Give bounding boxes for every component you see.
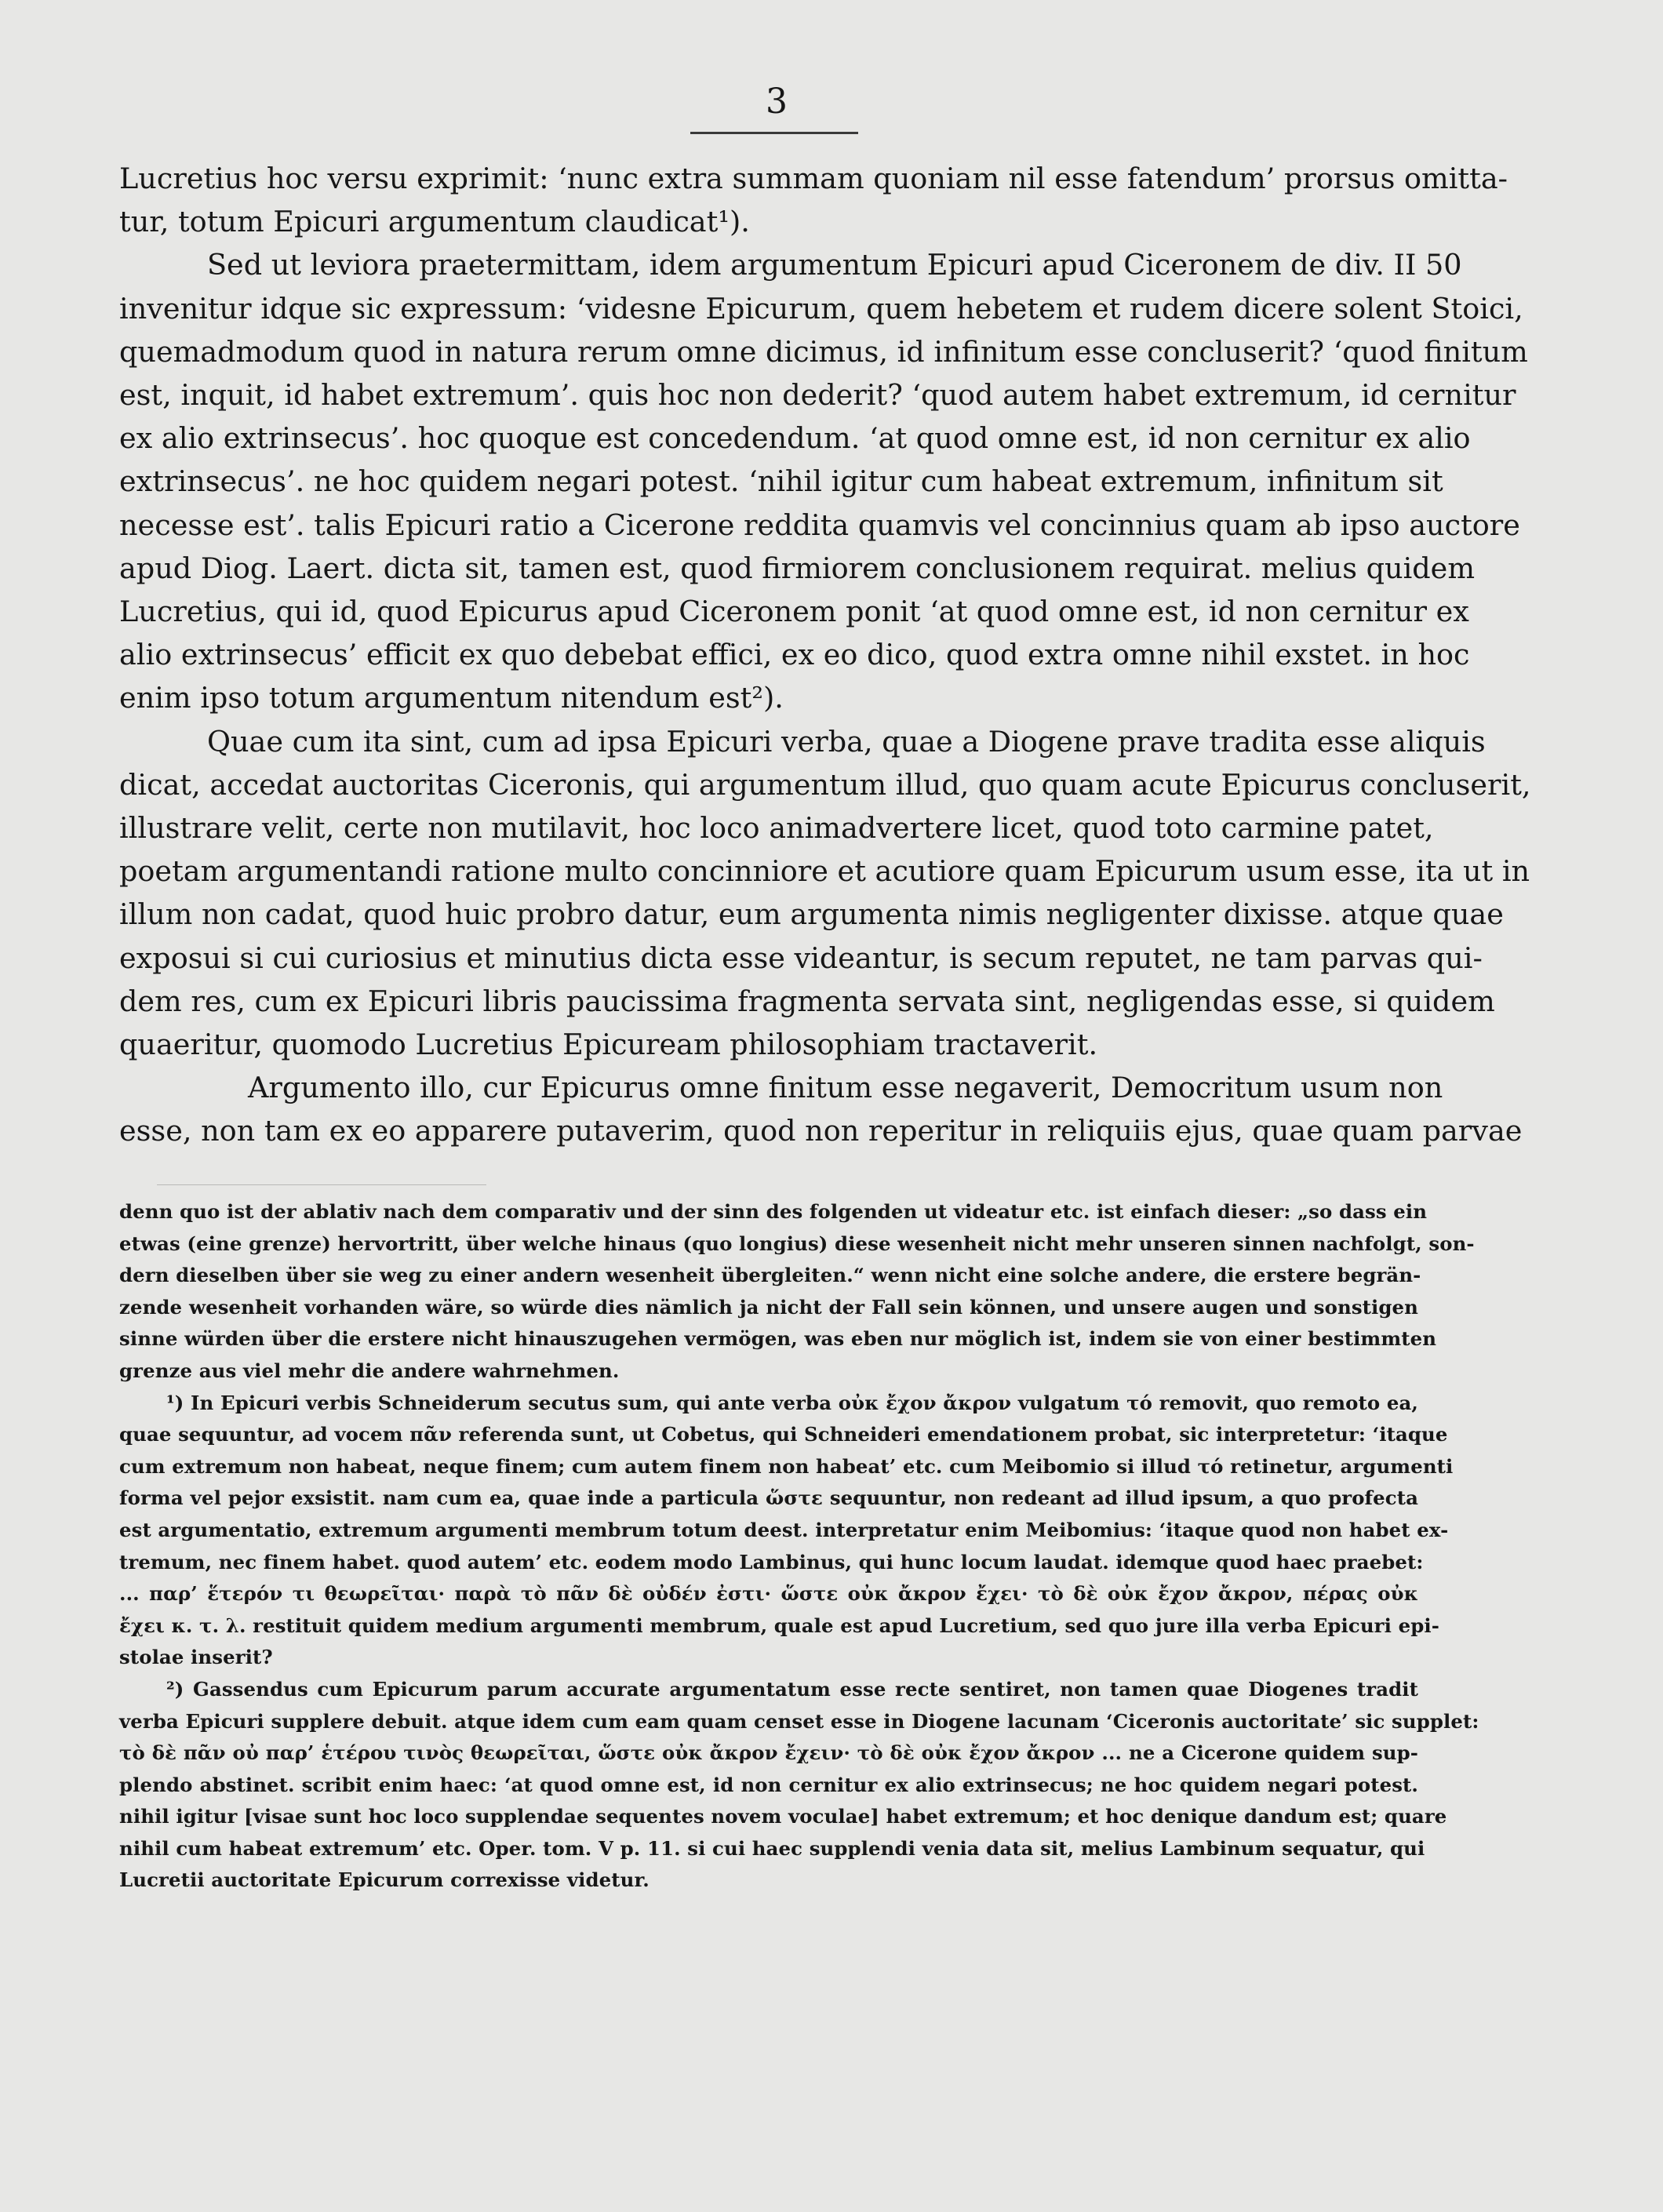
footnote-line: cum extremum non habeat, neque finem; cum autem finem non habeat’ etc. cum Meibomio si illud τό retinetur, argumenti (119, 1454, 1454, 1478)
paragraph-2 (119, 243, 1528, 719)
text-line: illustrare velit, certe non mutilavit, hoc loco animadvertere licet, quod toto carmine patet, (119, 811, 1434, 846)
body-text (119, 157, 1531, 1153)
footnote-line: plendo abstinet. scribit enim haec: ‘at quod omne est, id non cernitur ex alio extrinsecus; ne hoc quidem negari potest. (119, 1773, 1418, 1796)
text-line: invenitur idque sic expressum: ‘videsne Epicurum, quem hebetem et rudem dicere solent Stoici, (119, 291, 1523, 326)
footnote-line: Lucretii auctoritate Epicurum correxisse videtur. (119, 1868, 650, 1892)
text-line: extrinsecus’. ne hoc quidem negari potest. ‘nihil igitur cum habeat extremum, infinitum sit (119, 464, 1443, 499)
text-line: Lucretius hoc versu exprimit: ‘nunc extra summam quoniam nil esse fatendum’ prorsus omitta- (119, 162, 1508, 195)
footnote-line: ²) Gassendus cum Epicurum parum accurate argumentatum esse recte sentiret, non tamen quae Diogenes tradit (166, 1677, 1418, 1701)
footnote-line: ἔχει κ. τ. λ. restituit quidem medium argumenti membrum, quale est apud Lucretium, sed quo jure illa verba Epicuri epi- (119, 1614, 1439, 1637)
text-line: Sed ut leviora praetermittam, idem argumentum Epicuri apud Ciceronem de div. II 50 (207, 248, 1462, 282)
paragraph-4 (119, 1066, 1523, 1152)
footnote-1 (119, 1388, 1454, 1674)
text-line: enim ipso totum argumentum nitendum est²). (119, 681, 784, 715)
page-number-rule (690, 132, 858, 134)
text-line: tur, totum Epicuri argumentum claudicat¹). (119, 205, 750, 239)
text-line: necesse est’. talis Epicuri ratio a Cicerone reddita quamvis vel concinnius quam ab ipso auctore (119, 508, 1520, 542)
footnote-2 (119, 1674, 1479, 1897)
footnote-line: etwas (eine grenze) hervortritt, über welche hinaus (quo longius) diese wesenheit nicht mehr unseren sinnen nachfolgt, son- (119, 1232, 1475, 1255)
text-line: apud Diog. Laert. dicta sit, tamen est, quod firmiorem conclusionem requirat. melius quidem (119, 551, 1476, 585)
footnotes (119, 1196, 1479, 1897)
text-line: exposui si cui curiosius et minutius dicta esse videantur, is secum reputet, ne tam parvas qui- (119, 940, 1483, 975)
footnote-line: verba Epicuri supplere debuit. atque idem cum eam quam censet esse in Diogene lacunam ‘Ciceronis auctoritate’ sic supplet: (119, 1709, 1479, 1733)
text-line: Lucretius, qui id, quod Epicurus apud Ciceronem ponit ‘at quod omne est, id non cernitur ex (119, 595, 1469, 629)
text-line: ex alio extrinsecus’. hoc quoque est concedendum. ‘at quod omne est, id non cernitur ex alio (119, 421, 1471, 456)
page-number: 3 (766, 82, 788, 122)
footnote-line: dern dieselben über sie weg zu einer andern wesenheit übergleiten.“ wenn nicht eine solche andere, die erstere begrän- (119, 1264, 1421, 1287)
footnote-line: nihil igitur [visae sunt hoc loco supplendae sequentes novem voculae] habet extremum; et hoc denique dandum est; quare (119, 1805, 1447, 1828)
paragraph-3 (119, 720, 1531, 1067)
footnote-line: nihil cum habeat extremum’ etc. Oper. tom. V p. 11. si cui haec supplendi venia data sit, melius Lambinum sequatur, qui (119, 1836, 1425, 1860)
text-line: alio extrinsecus’ efficit ex quo debebat effici, ex eo dico, quod extra omne nihil exstet. in hoc (119, 638, 1470, 672)
footnote-separator (157, 1184, 486, 1185)
footnote-line: forma vel pejor exsistit. nam cum ea, quae inde a particula ὥστε sequuntur, non redeant ad illud ipsum, a quo profecta (119, 1486, 1418, 1510)
footnote-line: zende wesenheit vorhanden wäre, so würde dies nämlich ja nicht der Fall sein können, und unsere augen und sonstigen (119, 1295, 1418, 1319)
footnote-line: ¹) In Epicuri verbis Schneiderum secutus sum, qui ante verba οὐκ ἔχον ἄκρον vulgatum τό removit, quo remoto ea, (166, 1391, 1418, 1414)
text-line: quemadmodum quod in natura rerum omne dicimus, id infinitum esse concluserit? ‘quod finitum (119, 334, 1528, 369)
footnote-line: sinne würden über die erstere nicht hinauszugehen vermögen, was eben nur möglich ist, indem sie von einer bestimmten (119, 1327, 1437, 1351)
text-line: Quae cum ita sint, cum ad ipsa Epicuri verba, quae a Diogene prave tradita esse aliquis (207, 724, 1486, 759)
text-line: quaeritur, quomodo Lucretius Epicuream philosophiam tractaverit. (119, 1028, 1098, 1062)
footnote-line: denn quo ist der ablativ nach dem comparativ und der sinn des folgenden ut videatur etc. ist einfach dieser: „so dass ein (119, 1200, 1428, 1223)
text-line: est, inquit, id habet extremum’. quis hoc non dederit? ‘quod autem habet extremum, id cernitur (119, 378, 1516, 413)
text-line: Argumento illo, cur Epicurus omne finitum esse negaverit, Democritum usum non (248, 1071, 1443, 1105)
text-line: esse, non tam ex eo apparere putaverim, quod non reperitur in reliquiis ejus, quae quam parvae (119, 1114, 1523, 1148)
footnote-line: tremum, nec finem habet. quod autem’ etc. eodem modo Lambinus, qui hunc locum laudat. idemque quod haec praebet: (119, 1550, 1424, 1574)
text-line: poetam argumentandi ratione multo concinniore et acutiore quam Epicurum usum esse, ita ut in (119, 854, 1530, 889)
footnote-line: est argumentatio, extremum argumenti membrum totum deest. interpretatur enim Meibomius: ‘itaque quod non habet ex- (119, 1518, 1449, 1541)
text-line: dicat, accedat auctoritas Ciceronis, qui argumentum illud, quo quam acute Epicurus concluserit, (119, 767, 1531, 802)
footnote-continuation (119, 1196, 1475, 1388)
footnote-line: τὸ δὲ πᾶν οὐ παρ’ ἑτέρου τινὸς θεωρεῖται, ὥστε οὐκ ἄκρον ἔχειν· τὸ δὲ οὐκ ἔχον ἄκρον ... ne a Cicerone quidem sup- (119, 1741, 1418, 1765)
text-line: dem res, cum ex Epicuri libris paucissima fragmenta servata sint, negligendas esse, si quidem (119, 984, 1495, 1018)
footnote-line: grenze aus viel mehr die andere wahrnehmen. (119, 1359, 620, 1382)
text-line: illum non cadat, quod huic probro datur, eum argumenta nimis negligenter dixisse. atque quae (119, 897, 1504, 932)
footnote-line: quae sequuntur, ad vocem πᾶν referenda sunt, ut Cobetus, qui Schneideri emendationem probat, sic interpretetur: ‘itaque (119, 1423, 1448, 1446)
footnote-line: stolae inserit? (119, 1646, 273, 1669)
footnote-line: ... παρ’ ἕτερόν τι θεωρεῖται· παρὰ τὸ πᾶν δὲ οὐδέν ἐστι· ὥστε οὐκ ἄκρον ἔχει· τὸ δὲ οὐκ ἔχον ἄκρον, πέρας οὐκ (119, 1582, 1418, 1606)
paragraph-1 (119, 157, 1508, 243)
